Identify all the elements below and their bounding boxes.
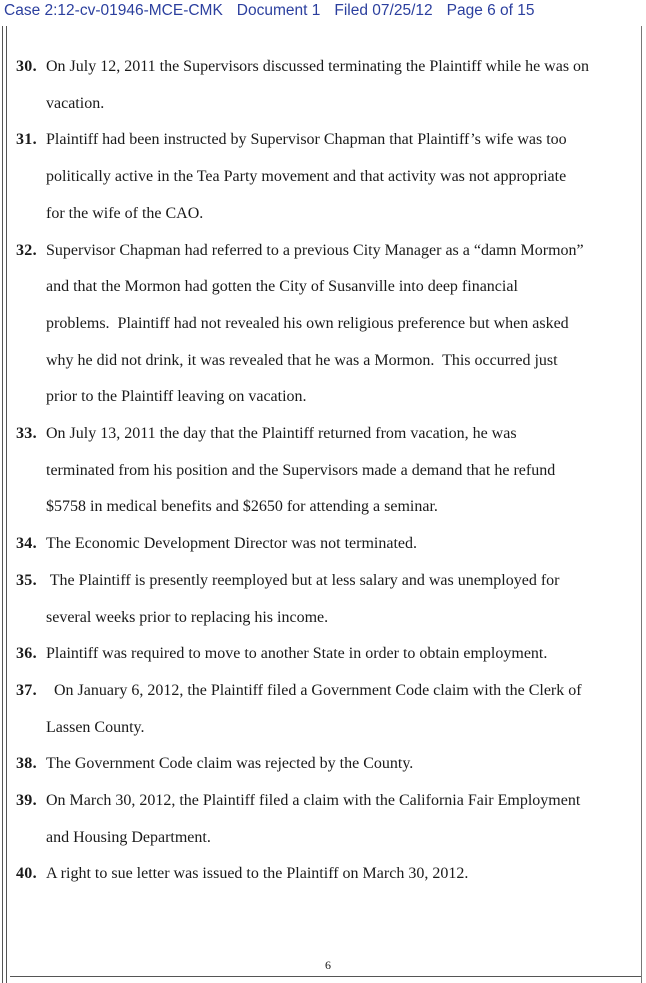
paragraph-line: On July 13, 2011 the day that the Plaintiff returned from vacation, he was [46,425,517,442]
paragraph-number: 38. [16,755,37,773]
paragraph-line: and Housing Department. [46,828,211,846]
paragraph-number: 35. [16,571,37,589]
paragraph-line: Supervisor Chapman had referred to a previous City Manager as a “damn Mormon” [46,241,584,259]
paragraph-number: 36. [16,645,37,663]
paragraph-number: 34. [16,535,37,553]
paragraph-line: vacation. [46,94,105,112]
paragraph-line: for the wife of the CAO. [46,204,204,222]
paragraph-line: Plaintiff had been instructed by Supervisor Chapman that Plaintiff’s wife was too [46,131,567,149]
paragraph-line: why he did not drink, it was revealed that he was a Mormon. This occurred just [46,351,558,369]
paragraph-line: and that the Mormon had gotten the City of Susanville into deep financial [46,278,518,296]
left-margin-rule-inner [6,26,7,983]
paragraph-number: 31. [16,131,37,149]
right-margin-rule [641,26,642,983]
paragraph-number: 37. [16,681,37,699]
paragraph-number: 33. [16,425,37,442]
paragraph-line: Plaintiff was required to move to another State in order to obtain employment. [46,645,548,663]
document-label: Document 1 [236,2,321,19]
paragraph-number: 40. [16,865,37,883]
paragraph-line: several weeks prior to replacing his income. [46,608,329,626]
paragraph-line: A right to sue letter was issued to the Plaintiff on March 30, 2012. [46,865,469,883]
paragraph-line: The Economic Development Director was not terminated. [46,535,417,553]
paragraph-line: prior to the Plaintiff leaving on vacation. [46,388,307,406]
paragraph-line: Lassen County. [46,718,145,736]
page-of-label: Page 6 of 15 [446,2,535,19]
left-margin-rule [2,26,3,983]
bottom-rule [10,976,641,977]
paragraph-line: On March 30, 2012, the Plaintiff filed a claim with the California Fair Employment [46,792,581,809]
paragraph-number: 39. [16,792,37,809]
paragraph-line: On July 12, 2011 the Supervisors discussed terminating the Plaintiff while he was on [46,58,590,75]
paragraph-number: 32. [16,241,37,259]
paragraph-number: 30. [16,58,37,75]
paragraph-line: The Plaintiff is presently reemployed but at less salary and was unemployed for [46,571,560,589]
page-number: 6 [325,958,331,972]
paragraph-line: problems. Plaintiff had not revealed his own religious preference but when asked [46,314,569,332]
filed-date: Filed 07/25/12 [334,2,433,19]
paragraph-line: On January 6, 2012, the Plaintiff filed a Government Code claim with the Clerk of [46,681,582,699]
case-number: Case 2:12-cv-01946-MCE-CMK [4,2,223,19]
case-header [4,0,644,22]
paragraph-line: The Government Code claim was rejected by the County. [46,755,414,773]
paragraph-line: terminated from his position and the Supervisors made a demand that he refund [46,461,556,479]
paragraph-line: $5758 in medical benefits and $2650 for attending a seminar. [46,498,438,516]
paragraph-line: politically active in the Tea Party movement and that activity was not appropriate [46,168,567,186]
